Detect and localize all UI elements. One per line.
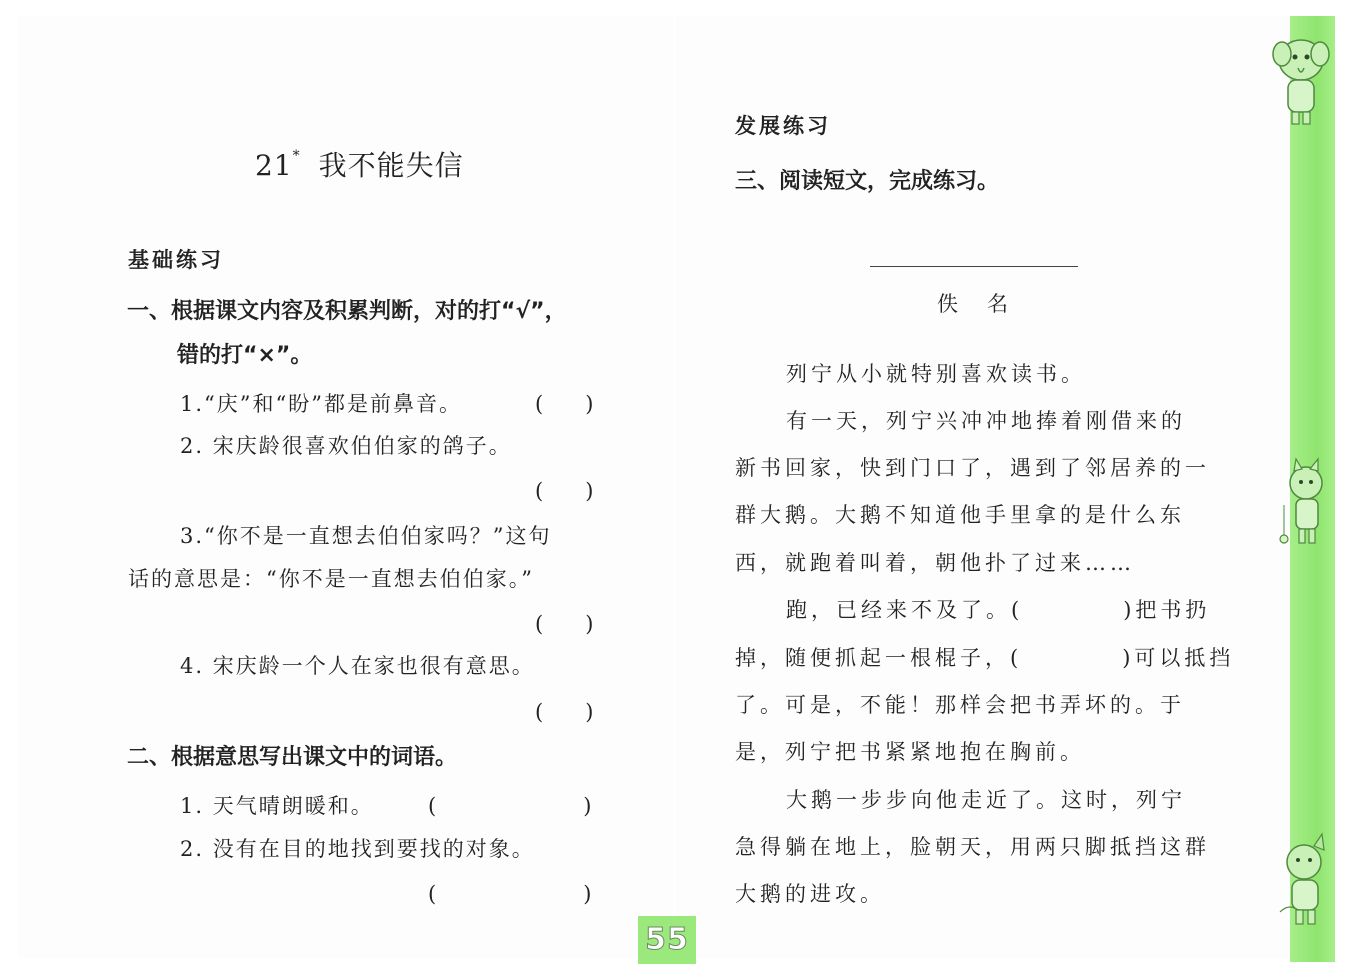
q1-answer-2[interactable]: ( )	[535, 479, 594, 503]
passage-line-10: 大鹅一步步向他走近了。这时，列宁	[786, 788, 1186, 812]
lesson-star: *	[292, 148, 301, 164]
title-blank-line[interactable]	[870, 266, 1078, 267]
q1-answer-3[interactable]: ( )	[535, 612, 594, 636]
author: 佚 名	[937, 292, 1012, 316]
elephant-mascot-icon	[1268, 30, 1334, 130]
q1-item-4: 4. 宋庆龄一个人在家也很有意思。	[180, 654, 535, 678]
passage-line-7: 掉，随便抓起一根棍子，( )可以抵挡	[735, 646, 1235, 670]
question-3-heading: 三、阅读短文，完成练习。	[735, 169, 1000, 194]
right-page	[675, 16, 1290, 958]
lesson-title-text: 我不能失信	[318, 149, 464, 182]
q1-item-3-line1: 3.“你不是一直想去伯伯家吗？”这句	[180, 524, 552, 548]
passage-line-8: 了。可是，不能！那样会把书弄坏的。于	[735, 693, 1185, 717]
passage-line-11: 急得躺在地上，脸朝天，用两只脚抵挡这群	[735, 835, 1210, 859]
passage-line-1: 列宁从小就特别喜欢读书。	[786, 362, 1086, 386]
lesson-title	[255, 144, 464, 184]
q1-answer-1[interactable]: ( )	[535, 392, 594, 416]
q1-item-1: 1.“庆”和“盼”都是前鼻音。	[180, 392, 462, 416]
question-2-heading: 二、根据意思写出课文中的词语。	[127, 745, 458, 770]
section-basic-heading: 基础练习	[128, 248, 224, 272]
question-1-heading-line2: 错的打“×”。	[177, 343, 313, 368]
q2-answer-1[interactable]: ( )	[428, 794, 592, 818]
passage-line-5: 西，就跑着叫着，朝他扑了过来……	[735, 551, 1135, 575]
passage-line-9: 是，列宁把书紧紧地抱在胸前。	[735, 740, 1085, 764]
cat-yoyo-mascot-icon	[1272, 455, 1336, 555]
q2-answer-2[interactable]: ( )	[428, 882, 592, 906]
q1-item-3-line2: 话的意思是：“你不是一直想去伯伯家。”	[128, 567, 534, 591]
lesson-number: 21	[255, 149, 293, 182]
q2-item-2: 2. 没有在目的地找到要找的对象。	[180, 837, 535, 861]
page-number: 55	[638, 916, 696, 964]
passage-line-12: 大鹅的进攻。	[735, 882, 885, 906]
dog-mascot-icon	[1270, 832, 1336, 932]
q1-answer-4[interactable]: ( )	[535, 700, 594, 724]
question-1-heading-line1: 一、根据课文内容及积累判断，对的打“√”，	[127, 299, 567, 324]
passage-line-2: 有一天，列宁兴冲冲地捧着刚借来的	[786, 409, 1186, 433]
passage-line-6: 跑，已经来不及了。( )把书扔	[786, 598, 1211, 622]
passage-line-3: 新书回家，快到门口了，遇到了邻居养的一	[735, 456, 1210, 480]
section-development-heading: 发展练习	[735, 114, 831, 138]
q2-item-1: 1. 天气晴朗暖和。	[180, 794, 374, 818]
q1-item-2: 2. 宋庆龄很喜欢伯伯家的鸽子。	[180, 434, 512, 458]
passage-line-4: 群大鹅。大鹅不知道他手里拿的是什么东	[735, 503, 1185, 527]
